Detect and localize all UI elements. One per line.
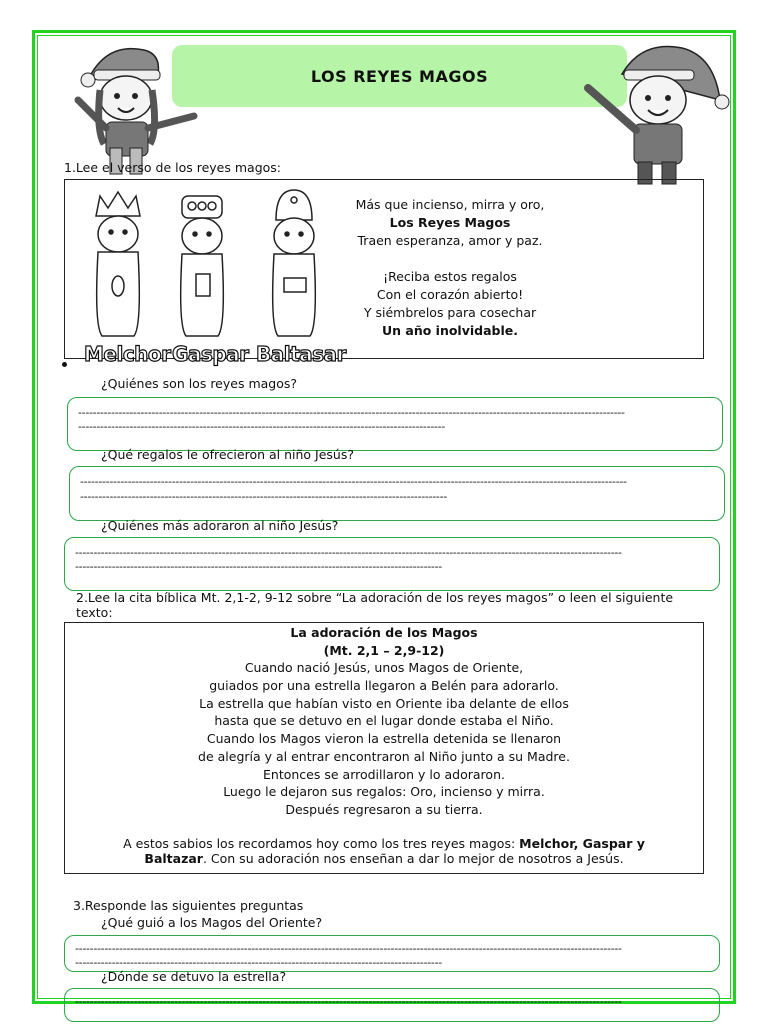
reading-title: La adoración de los Magos	[290, 625, 478, 640]
poem-line: Y siémbrelos para cosechar	[363, 305, 537, 320]
answer-line: -----------------------------------------------------------------------------------------------------------------------------------------------------	[75, 995, 622, 1008]
question-others-adored: ¿Quiénes más adoraron al niño Jesús?	[101, 518, 339, 533]
section3-instruction: 3.Responde las siguientes preguntas	[73, 898, 304, 913]
kings-illustration	[84, 186, 334, 346]
answer-box-gifts[interactable]	[69, 466, 725, 521]
answer-line: ----------------------------------------------------------------------------------------------------	[78, 420, 445, 433]
answer-line: -----------------------------------------------------------------------------------------------------------------------------------------------------	[75, 546, 622, 559]
answer-box-what-guided[interactable]	[64, 935, 720, 972]
answer-box-where-stopped[interactable]	[64, 988, 720, 1022]
question-gifts: ¿Qué regalos le ofrecieron al niño Jesús?	[101, 447, 355, 462]
reading-line: guiados por una estrella llegaron a Belén para adorarlo.	[209, 678, 559, 694]
closing-end: . Con su adoración nos enseñan a dar lo mejor de nosotros a Jesús.	[202, 851, 624, 867]
answer-line: -----------------------------------------------------------------------------------------------------------------------------------------------------	[75, 942, 622, 955]
girl-illustration	[66, 40, 198, 176]
reading-text	[64, 624, 704, 866]
answer-line: ----------------------------------------------------------------------------------------------------	[75, 956, 442, 969]
answer-box-who-are-kings[interactable]	[67, 397, 723, 451]
reading-line: hasta que se detuvo en el lugar donde estaba el Niño.	[214, 713, 554, 729]
reading-line: de alegría y al entrar encontraron al Niño junto a su Madre.	[198, 748, 570, 764]
closing-names-1: Melchor, Gaspar y	[519, 836, 645, 852]
question-who-are-kings: ¿Quiénes son los reyes magos?	[101, 376, 298, 391]
answer-line: -----------------------------------------------------------------------------------------------------------------------------------------------------	[78, 406, 625, 419]
closing-names-2: Baltazar	[144, 851, 203, 867]
reading-line: Después regresaron a su tierra.	[285, 801, 483, 817]
reading-spacer	[64, 819, 704, 837]
poem-line: Con el corazón abierto!	[376, 287, 524, 302]
poem-line: Más que incienso, mirra y oro,	[355, 197, 545, 212]
closing-start: A estos sabios los recordamos hoy como los tres reyes magos:	[123, 836, 520, 852]
reading-line: La estrella que habían visto en Oriente iba delante de ellos	[199, 695, 569, 711]
page-title: LOS REYES MAGOS	[310, 66, 489, 86]
poem	[338, 196, 562, 340]
title-banner	[172, 45, 627, 107]
question-where-stopped: ¿Dónde se detuvo la estrella?	[101, 969, 287, 984]
answer-box-others-adored[interactable]	[64, 537, 720, 591]
section2-instruction: 2.Lee la cita bíblica Mt. 2,1-2, 9-12 sobre “La adoración de los reyes magos” o leen el siguiente texto:	[76, 590, 674, 620]
poem-line: Los Reyes Magos	[389, 215, 511, 230]
poem-line	[338, 250, 562, 268]
reading-line: Cuando nació Jesús, unos Magos de Oriente,	[244, 660, 524, 676]
section1-instruction: 1.Lee el verso de los reyes magos:	[64, 160, 281, 175]
answer-line: ----------------------------------------------------------------------------------------------------	[80, 490, 447, 503]
reading-reference: (Mt. 2,1 – 2,9-12)	[323, 642, 445, 658]
poem-line: ¡Reciba estos regalos	[383, 269, 517, 284]
answer-line: -----------------------------------------------------------------------------------------------------------------------------------------------------	[80, 475, 627, 488]
reading-line: Luego le dejaron sus regalos: Oro, incienso y mirra.	[223, 784, 545, 800]
boy-illustration	[582, 40, 732, 186]
answer-line: ----------------------------------------------------------------------------------------------------	[75, 560, 442, 573]
reading-line: Entonces se arrodillaron y lo adoraron.	[263, 766, 505, 782]
poem-line: Un año inolvidable.	[381, 323, 518, 338]
reading-line: Cuando los Magos vieron la estrella detenida se llenaron	[206, 731, 562, 747]
poem-line: Traen esperanza, amor y paz.	[357, 233, 543, 248]
king-name-baltasar: Baltasar	[256, 342, 346, 366]
king-name-melchor: Melchor	[84, 342, 171, 366]
question-what-guided: ¿Qué guió a los Magos del Oriente?	[101, 915, 323, 930]
bullet	[62, 362, 67, 367]
king-name-gaspar: Gaspar	[172, 342, 249, 366]
reading-closing	[64, 836, 704, 866]
